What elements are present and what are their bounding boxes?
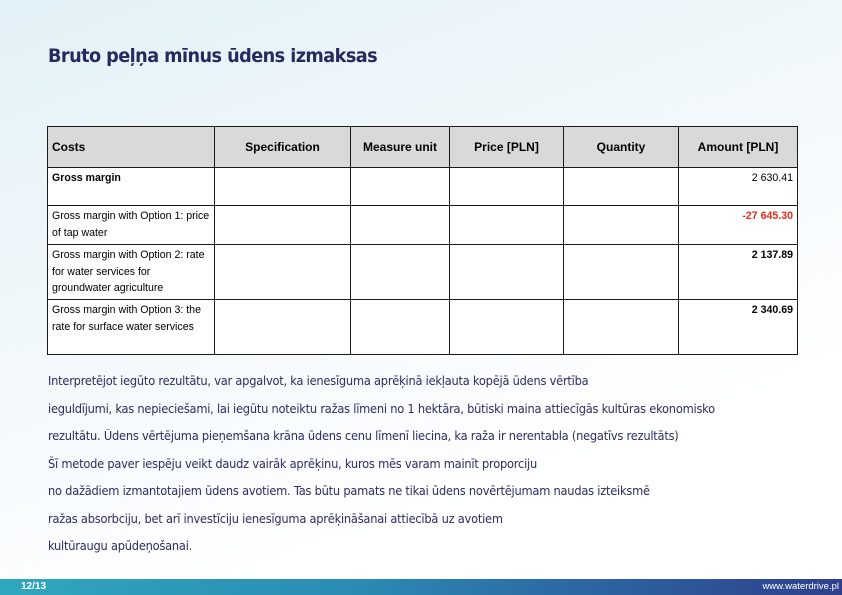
header-specification: Specification [215, 127, 351, 168]
table-header-row [48, 127, 798, 168]
header-measure-unit: Measure unit [351, 127, 450, 168]
row-specification [215, 168, 351, 206]
row-measure-unit [351, 206, 450, 245]
paragraph-line: rezultātu. Ūdens vērtējuma pieņemšana krāna ūdens cenu līmenī liecina, ka raža ir nerentabla (negatīvs rezultāts) [48, 429, 679, 443]
paragraph-line: Šī metode paver iespēju veikt daudz vairāk aprēķinu, kuros mēs varam mainīt proporciju [48, 456, 537, 471]
row-quantity [564, 206, 679, 245]
row-measure-unit [351, 168, 450, 206]
row-label: Gross margin with Option 1: price of tap water [48, 206, 215, 245]
footer-bar [0, 579, 842, 595]
row-label: Gross margin with Option 3: the rate for surface water services [48, 300, 215, 355]
header-price: Price [PLN] [450, 127, 564, 168]
website-link[interactable]: www.waterdrive.pl [762, 581, 839, 592]
row-price [450, 245, 564, 300]
row-measure-unit [351, 245, 450, 300]
row-label: Gross margin [48, 168, 215, 206]
row-price [450, 206, 564, 245]
header-amount: Amount [PLN] [679, 127, 798, 168]
row-quantity [564, 168, 679, 206]
row-amount: 2 137.89 [679, 245, 798, 300]
row-amount: 2 340.69 [679, 300, 798, 355]
row-price [450, 300, 564, 355]
header-costs: Costs [48, 127, 215, 168]
row-specification [215, 206, 351, 245]
table-row [48, 206, 798, 245]
row-price [450, 168, 564, 206]
row-label: Gross margin with Option 2: rate for water services for groundwater agriculture [48, 245, 215, 300]
paragraph-line: kultūraugu apūdeņošanai. [48, 539, 193, 553]
table-row [48, 245, 798, 300]
row-measure-unit [351, 300, 450, 355]
row-specification [215, 300, 351, 355]
table-row [48, 300, 798, 355]
paragraph-line: Interpretējot iegūto rezultātu, var apgalvot, ka ienesīguma aprēķinā iekļauta kopējā ūdens vērtība [48, 374, 589, 388]
row-quantity [564, 245, 679, 300]
paragraph-line: ražas absorbciju, bet arī investīciju ienesīguma aprēķināšanai attiecībā uz avotiem [48, 511, 503, 526]
row-quantity [564, 300, 679, 355]
page-title: Bruto peļņa mīnus ūdens izmaksas [48, 45, 378, 67]
paragraph-line: no dažādiem izmantotajiem ūdens avotiem. Tas būtu pamats ne tikai ūdens novērtējumam naudas izteiksmē [48, 484, 650, 498]
paragraph-line: ieguldījumi, kas nepieciešami, lai iegūtu noteiktu ražas līmeni no 1 hektāra, būtiski maina attiecīgās kultūras ekonomisko [48, 401, 715, 416]
row-specification [215, 245, 351, 300]
interpretation-paragraph [48, 371, 828, 564]
row-amount-negative: -27 645.30 [679, 206, 798, 245]
page-number: 12/13 [21, 581, 47, 592]
costs-table [47, 126, 798, 355]
header-quantity: Quantity [564, 127, 679, 168]
row-amount: 2 630.41 [679, 168, 798, 206]
table-row [48, 168, 798, 206]
